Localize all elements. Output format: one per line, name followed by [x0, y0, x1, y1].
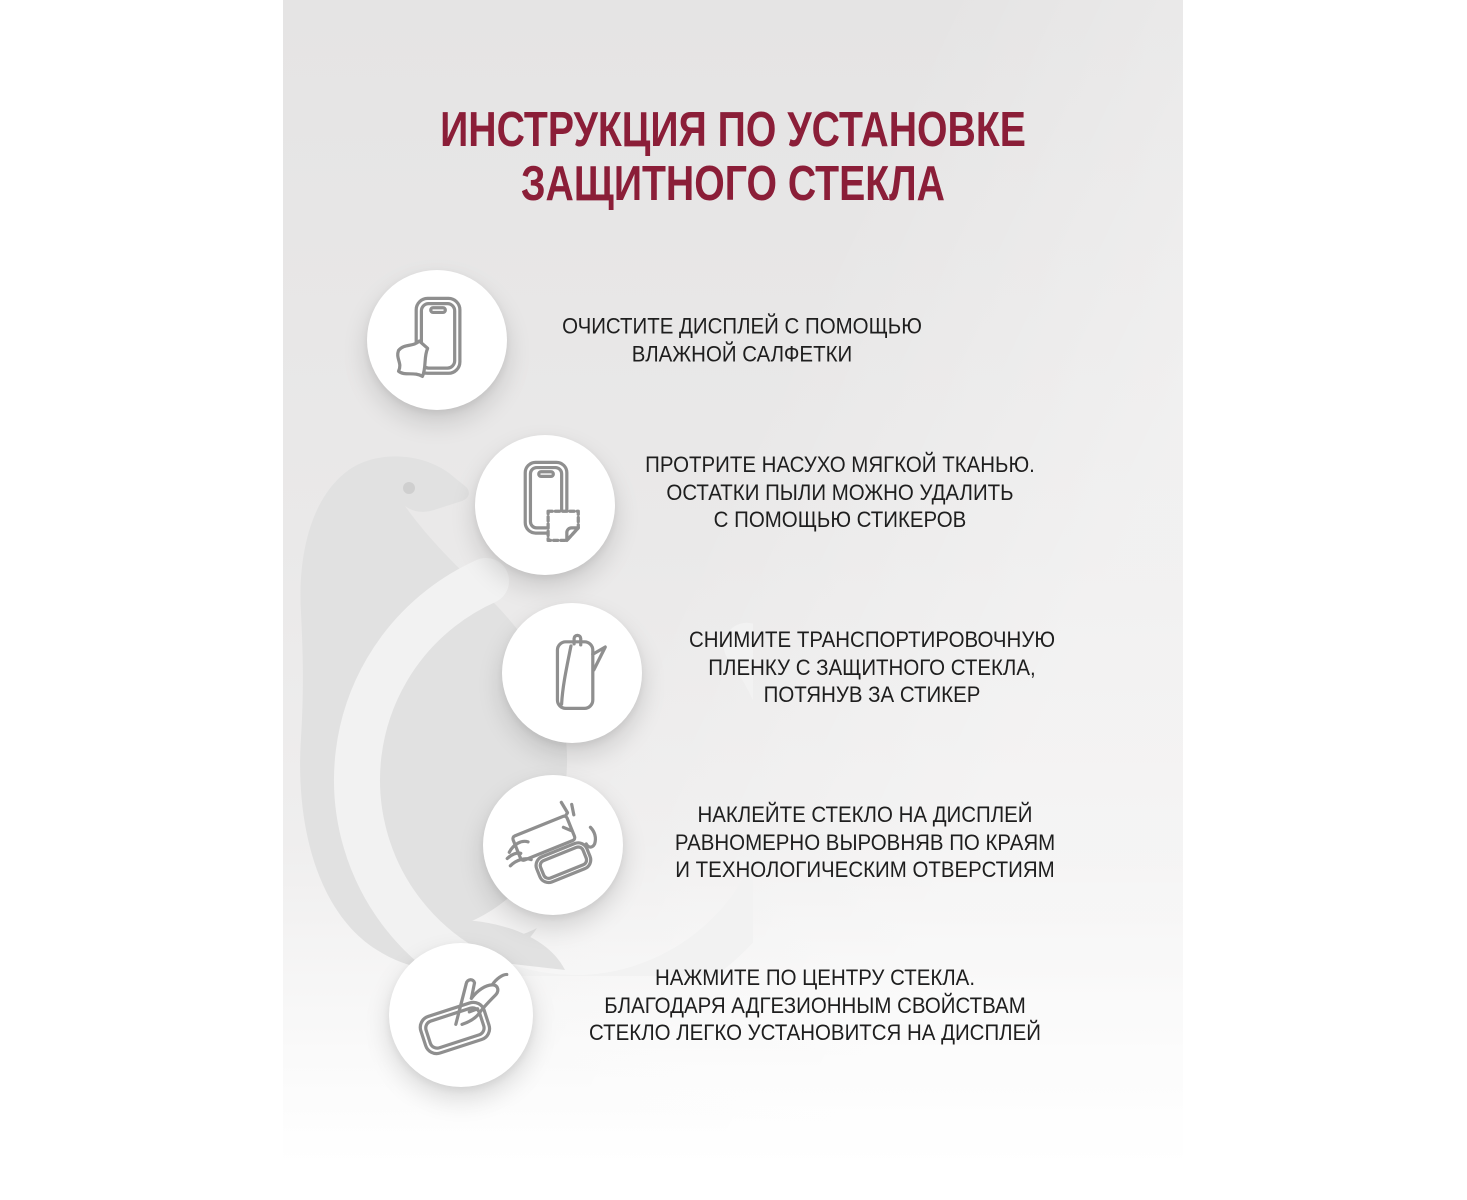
- step4-text: [675, 801, 1055, 884]
- step4-line2: РАВНОМЕРНО ВЫРОВНЯВ ПО КРАЯМ: [674, 829, 1056, 855]
- phone-wipe-icon: [385, 288, 489, 392]
- whale-eye: [403, 482, 415, 494]
- step2-line1: ПРОТРИТЕ НАСУХО МЯГКОЙ ТКАНЬЮ.: [645, 451, 1035, 477]
- step3-line3: ПОТЯНУВ ЗА СТИКЕР: [763, 681, 981, 707]
- step2-line2: ОСТАТКИ ПЫЛИ МОЖНО УДАЛИТЬ: [666, 479, 1014, 505]
- step2-line3: С ПОМОЩЬЮ СТИКЕРОВ: [713, 506, 967, 532]
- step3-line2: ПЛЕНКУ С ЗАЩИТНОГО СТЕКЛА,: [708, 654, 1036, 680]
- page-title-line1: ИНСТРУКЦИЯ ПО УСТАНОВКЕ: [440, 103, 1026, 157]
- step5-text: [589, 964, 1041, 1047]
- step1-text: [562, 313, 922, 368]
- step1-line2: ВЛАЖНОЙ САЛФЕТКИ: [631, 341, 853, 366]
- align-glass-icon: [501, 793, 605, 897]
- step5-line2: БЛАГОДАРЯ АДГЕЗИОННЫМ СВОЙСТВАМ: [604, 992, 1026, 1018]
- step3-line1: СНИМИТЕ ТРАНСПОРТИРОВОЧНУЮ: [689, 626, 1055, 652]
- step1-icon-circle: [367, 270, 507, 410]
- step2-text: [645, 451, 1035, 534]
- step1-line1: ОЧИСТИТЕ ДИСПЛЕЙ С ПОМОЩЬЮ: [562, 313, 922, 339]
- step4-line3: И ТЕХНОЛОГИЧЕСКИМ ОТВЕРСТИЯМ: [675, 856, 1055, 882]
- phone-sticker-icon: [493, 453, 597, 557]
- step2-icon-circle: [475, 435, 615, 575]
- step4-icon-circle: [483, 775, 623, 915]
- page-title: [373, 103, 1093, 211]
- step3-text: [689, 626, 1055, 709]
- film-peel-icon: [520, 621, 624, 725]
- step5-line1: НАЖМИТЕ ПО ЦЕНТРУ СТЕКЛА.: [654, 964, 976, 990]
- press-center-icon: [409, 963, 513, 1067]
- step5-line3: СТЕКЛО ЛЕГКО УСТАНОВИТСЯ НА ДИСПЛЕЙ: [589, 1019, 1041, 1045]
- step3-icon-circle: [502, 603, 642, 743]
- step5-icon-circle: [389, 943, 533, 1087]
- content-panel: [283, 0, 1183, 1200]
- page-title-line2: ЗАЩИТНОГО СТЕКЛА: [521, 157, 945, 211]
- step4-line1: НАКЛЕЙТЕ СТЕКЛО НА ДИСПЛЕЙ: [697, 801, 1033, 827]
